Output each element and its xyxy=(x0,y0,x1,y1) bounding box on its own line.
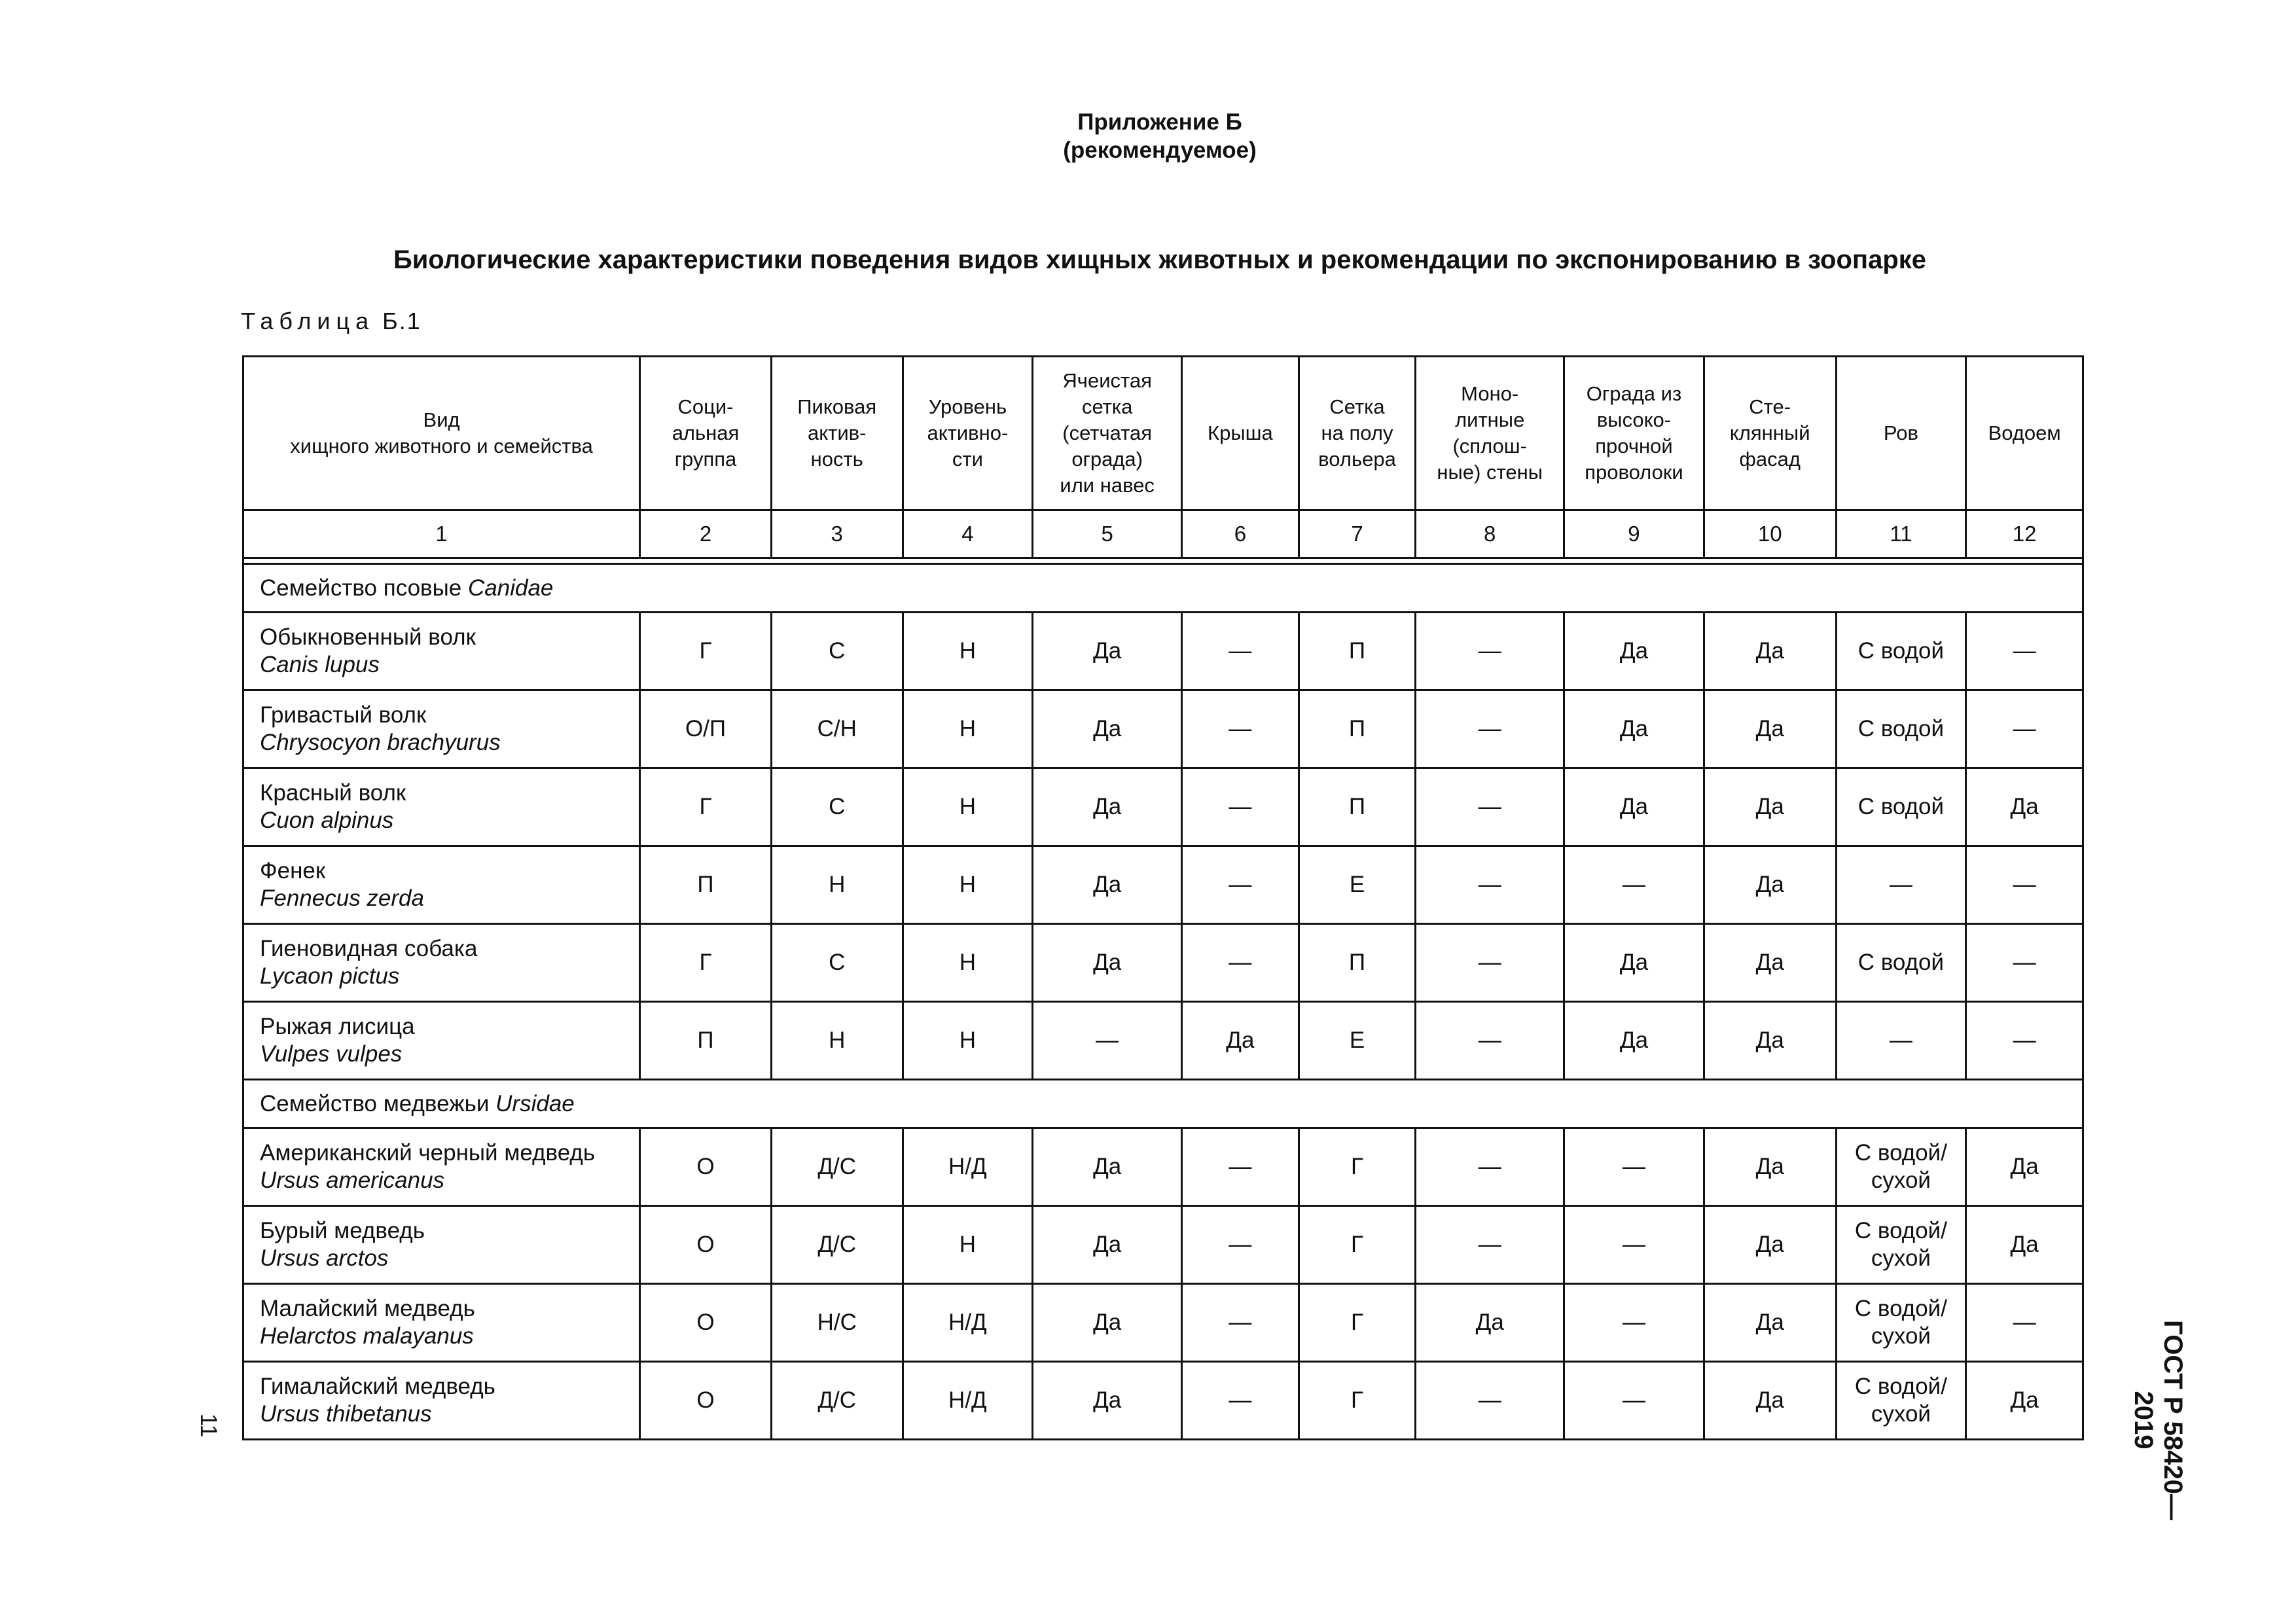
value-cell-col-8: — xyxy=(1416,1206,1564,1284)
value-cell-col-7: Г xyxy=(1299,1128,1416,1206)
column-header-9: Ограда из высоко- прочной проволоки xyxy=(1564,357,1704,510)
value-cell-col-7: П xyxy=(1299,768,1416,846)
table-row xyxy=(243,613,2083,690)
value-cell-col-2: Г xyxy=(640,613,772,690)
value-cell-col-6: — xyxy=(1182,1128,1299,1206)
family-latin-name: Canidae xyxy=(468,575,554,601)
value-cell-col-9: — xyxy=(1564,846,1704,924)
table-row xyxy=(243,846,2083,924)
value-cell-col-12: — xyxy=(1966,1284,2083,1362)
value-cell-col-10: Да xyxy=(1704,1002,1836,1080)
value-cell-col-5: Да xyxy=(1033,613,1182,690)
value-cell-col-5: Да xyxy=(1033,768,1182,846)
table-body xyxy=(243,558,2083,1440)
species-cell xyxy=(243,613,640,690)
value-cell-col-9: — xyxy=(1564,1206,1704,1284)
value-cell-col-4: Н xyxy=(903,924,1033,1002)
table-row xyxy=(243,1002,2083,1080)
header-separator xyxy=(243,558,2083,564)
value-cell-col-4: Н xyxy=(903,846,1033,924)
value-cell-col-8: — xyxy=(1416,613,1564,690)
value-cell-col-12: — xyxy=(1966,846,2083,924)
value-cell-col-6: — xyxy=(1182,1284,1299,1362)
species-latin-name: Lycaon pictus xyxy=(260,963,400,989)
value-cell-col-4: Н xyxy=(903,1206,1033,1284)
species-name: Обыкновенный волк xyxy=(260,624,476,650)
family-row xyxy=(243,1080,2083,1128)
value-cell-col-2: О xyxy=(640,1362,772,1440)
value-cell-col-9: Да xyxy=(1564,768,1704,846)
value-cell-col-12: — xyxy=(1966,1002,2083,1080)
value-cell-col-6: — xyxy=(1182,924,1299,1002)
value-cell-col-10: Да xyxy=(1704,768,1836,846)
value-cell-col-6: — xyxy=(1182,690,1299,768)
value-cell-col-2: Г xyxy=(640,924,772,1002)
species-name: Красный волк xyxy=(260,780,406,806)
species-name: Гималайский медведь xyxy=(260,1374,495,1399)
species-latin-name: Cuon alpinus xyxy=(260,808,394,833)
family-name: Семейство псовые xyxy=(260,575,462,601)
value-cell-col-5: Да xyxy=(1033,1284,1182,1362)
value-cell-col-8: — xyxy=(1416,1362,1564,1440)
value-cell-col-4: Н/Д xyxy=(903,1284,1033,1362)
species-name: Гиеновидная собака xyxy=(260,936,478,961)
value-cell-col-3: С xyxy=(771,768,903,846)
value-cell-col-4: Н/Д xyxy=(903,1128,1033,1206)
value-cell-col-5: Да xyxy=(1033,1206,1182,1284)
value-cell-col-12: — xyxy=(1966,924,2083,1002)
column-number-6: 6 xyxy=(1182,510,1299,558)
value-cell-col-9: — xyxy=(1564,1362,1704,1440)
species-name: Гривастый волк xyxy=(260,702,427,728)
species-latin-name: Canis lupus xyxy=(260,652,380,677)
value-cell-col-4: Н xyxy=(903,768,1033,846)
column-number-7: 7 xyxy=(1299,510,1416,558)
family-row xyxy=(243,564,2083,613)
table-label xyxy=(241,308,422,335)
value-cell-col-11: С водой xyxy=(1836,690,1966,768)
header-row xyxy=(243,357,2083,510)
value-cell-col-10: Да xyxy=(1704,846,1836,924)
value-cell-col-12: — xyxy=(1966,690,2083,768)
species-latin-name: Ursus thibetanus xyxy=(260,1401,432,1427)
family-name: Семейство медвежьи xyxy=(260,1090,490,1116)
appendix-heading xyxy=(0,108,2296,164)
value-cell-col-10: Да xyxy=(1704,613,1836,690)
value-cell-col-2: О xyxy=(640,1284,772,1362)
value-cell-col-9: Да xyxy=(1564,1002,1704,1080)
value-cell-col-10: Да xyxy=(1704,924,1836,1002)
column-header-6: Крыша xyxy=(1182,357,1299,510)
value-cell-col-8: Да xyxy=(1416,1284,1564,1362)
species-name: Фенек xyxy=(260,858,326,883)
value-cell-col-8: — xyxy=(1416,846,1564,924)
species-name: Рыжая лисица xyxy=(260,1014,415,1039)
species-cell xyxy=(243,1362,640,1440)
table-label-number: Б.1 xyxy=(382,308,422,334)
value-cell-col-7: Г xyxy=(1299,1284,1416,1362)
value-cell-col-2: О xyxy=(640,1206,772,1284)
species-cell xyxy=(243,846,640,924)
species-name: Бурый медведь xyxy=(260,1218,425,1243)
table-row xyxy=(243,690,2083,768)
value-cell-col-9: Да xyxy=(1564,613,1704,690)
value-cell-col-6: — xyxy=(1182,1206,1299,1284)
column-header-12: Водоем xyxy=(1966,357,2083,510)
species-latin-name: Fennecus zerda xyxy=(260,885,424,911)
value-cell-col-12: Да xyxy=(1966,1362,2083,1440)
value-cell-col-7: П xyxy=(1299,613,1416,690)
species-cell xyxy=(243,1002,640,1080)
value-cell-col-8: — xyxy=(1416,1128,1564,1206)
table-row xyxy=(243,1128,2083,1206)
value-cell-col-6: — xyxy=(1182,768,1299,846)
value-cell-col-9: — xyxy=(1564,1128,1704,1206)
column-header-2: Соци- альная группа xyxy=(640,357,772,510)
value-cell-col-5: Да xyxy=(1033,1362,1182,1440)
value-cell-col-11: С водой xyxy=(1836,613,1966,690)
value-cell-col-7: Г xyxy=(1299,1362,1416,1440)
value-cell-col-6: — xyxy=(1182,846,1299,924)
value-cell-col-2: Г xyxy=(640,768,772,846)
value-cell-col-6: — xyxy=(1182,1362,1299,1440)
column-header-11: Ров xyxy=(1836,357,1966,510)
value-cell-col-3: С xyxy=(771,924,903,1002)
value-cell-col-4: Н xyxy=(903,1002,1033,1080)
column-header-1: Вид хищного животного и семейства xyxy=(243,357,640,510)
table-row xyxy=(243,1362,2083,1440)
value-cell-col-3: Н xyxy=(771,1002,903,1080)
column-header-10: Сте- клянный фасад xyxy=(1704,357,1836,510)
value-cell-col-7: П xyxy=(1299,924,1416,1002)
column-header-7: Сетка на полу вольера xyxy=(1299,357,1416,510)
value-cell-col-11: — xyxy=(1836,1002,1966,1080)
value-cell-col-10: Да xyxy=(1704,1206,1836,1284)
table-row xyxy=(243,924,2083,1002)
species-cell xyxy=(243,690,640,768)
column-number-row xyxy=(243,510,2083,558)
column-number-1: 1 xyxy=(243,510,640,558)
species-cell xyxy=(243,1206,640,1284)
species-cell xyxy=(243,1284,640,1362)
value-cell-col-2: П xyxy=(640,846,772,924)
value-cell-col-3: Н/С xyxy=(771,1284,903,1362)
species-latin-name: Chrysocyon brachyurus xyxy=(260,730,501,755)
appendix-title: Приложение Б xyxy=(1077,109,1242,135)
column-header-5: Ячеистая сетка (сетчатая ограда) или навес xyxy=(1033,357,1182,510)
value-cell-col-8: — xyxy=(1416,1002,1564,1080)
species-cell xyxy=(243,1128,640,1206)
value-cell-col-9: Да xyxy=(1564,924,1704,1002)
characteristics-table xyxy=(242,355,2084,1440)
column-number-9: 9 xyxy=(1564,510,1704,558)
value-cell-col-7: Е xyxy=(1299,846,1416,924)
species-name: Малайский медведь xyxy=(260,1296,475,1321)
species-name: Американский черный медведь xyxy=(260,1140,596,1166)
value-cell-col-12: Да xyxy=(1966,768,2083,846)
value-cell-col-5: Да xyxy=(1033,924,1182,1002)
value-cell-col-11: С водой/ сухой xyxy=(1836,1362,1966,1440)
appendix-subtitle: (рекомендуемое) xyxy=(1063,137,1257,163)
value-cell-col-12: Да xyxy=(1966,1128,2083,1206)
value-cell-col-4: Н xyxy=(903,690,1033,768)
value-cell-col-2: О/П xyxy=(640,690,772,768)
value-cell-col-11: С водой/ сухой xyxy=(1836,1206,1966,1284)
value-cell-col-3: Д/С xyxy=(771,1128,903,1206)
value-cell-col-2: П xyxy=(640,1002,772,1080)
value-cell-col-5: Да xyxy=(1033,1128,1182,1206)
value-cell-col-7: Г xyxy=(1299,1206,1416,1284)
column-number-5: 5 xyxy=(1033,510,1182,558)
species-latin-name: Ursus arctos xyxy=(260,1245,389,1271)
value-cell-col-3: С xyxy=(771,613,903,690)
value-cell-col-11: С водой xyxy=(1836,768,1966,846)
value-cell-col-5: Да xyxy=(1033,690,1182,768)
column-header-8: Моно- литные (сплош- ные) стены xyxy=(1416,357,1564,510)
value-cell-col-10: Да xyxy=(1704,690,1836,768)
value-cell-col-10: Да xyxy=(1704,1284,1836,1362)
species-latin-name: Ursus americanus xyxy=(260,1168,445,1193)
value-cell-col-7: П xyxy=(1299,690,1416,768)
column-number-10: 10 xyxy=(1704,510,1836,558)
page-title: Биологические характеристики поведения видов хищных животных и рекомендации по экспонированию в зоопарке xyxy=(393,245,1927,274)
value-cell-col-3: Д/С xyxy=(771,1362,903,1440)
value-cell-col-9: Да xyxy=(1564,690,1704,768)
table-row xyxy=(243,1206,2083,1284)
value-cell-col-11: С водой/ сухой xyxy=(1836,1284,1966,1362)
value-cell-col-4: Н/Д xyxy=(903,1362,1033,1440)
value-cell-col-3: С/Н xyxy=(771,690,903,768)
value-cell-col-3: Н xyxy=(771,846,903,924)
table-row xyxy=(243,768,2083,846)
value-cell-col-11: — xyxy=(1836,846,1966,924)
value-cell-col-11: С водой xyxy=(1836,924,1966,1002)
value-cell-col-10: Да xyxy=(1704,1128,1836,1206)
value-cell-col-7: Е xyxy=(1299,1002,1416,1080)
value-cell-col-4: Н xyxy=(903,613,1033,690)
document-code: ГОСТ Р 58420—2019 xyxy=(2129,1320,2187,1520)
value-cell-col-8: — xyxy=(1416,768,1564,846)
value-cell-col-6: Да xyxy=(1182,1002,1299,1080)
column-header-4: Уровень активно- сти xyxy=(903,357,1033,510)
table-row xyxy=(243,1284,2083,1362)
value-cell-col-5: — xyxy=(1033,1002,1182,1080)
page-number: 11 xyxy=(196,1413,222,1438)
column-number-11: 11 xyxy=(1836,510,1966,558)
table-label-word: Таблица xyxy=(241,308,375,334)
value-cell-col-12: — xyxy=(1966,613,2083,690)
species-cell xyxy=(243,924,640,1002)
value-cell-col-6: — xyxy=(1182,613,1299,690)
species-latin-name: Helarctos malayanus xyxy=(260,1323,474,1349)
value-cell-col-10: Да xyxy=(1704,1362,1836,1440)
family-cell xyxy=(243,1080,2083,1128)
value-cell-col-8: — xyxy=(1416,690,1564,768)
column-number-12: 12 xyxy=(1966,510,2083,558)
family-cell xyxy=(243,564,2083,613)
species-latin-name: Vulpes vulpes xyxy=(260,1041,403,1067)
separator-cell xyxy=(243,558,2083,564)
column-number-3: 3 xyxy=(771,510,903,558)
value-cell-col-2: О xyxy=(640,1128,772,1206)
value-cell-col-9: — xyxy=(1564,1284,1704,1362)
column-number-2: 2 xyxy=(640,510,772,558)
value-cell-col-12: Да xyxy=(1966,1206,2083,1284)
family-latin-name: Ursidae xyxy=(495,1090,575,1116)
value-cell-col-5: Да xyxy=(1033,846,1182,924)
column-header-3: Пиковая актив- ность xyxy=(771,357,903,510)
column-number-4: 4 xyxy=(903,510,1033,558)
column-number-8: 8 xyxy=(1416,510,1564,558)
value-cell-col-8: — xyxy=(1416,924,1564,1002)
species-cell xyxy=(243,768,640,846)
value-cell-col-3: Д/С xyxy=(771,1206,903,1284)
value-cell-col-11: С водой/ сухой xyxy=(1836,1128,1966,1206)
